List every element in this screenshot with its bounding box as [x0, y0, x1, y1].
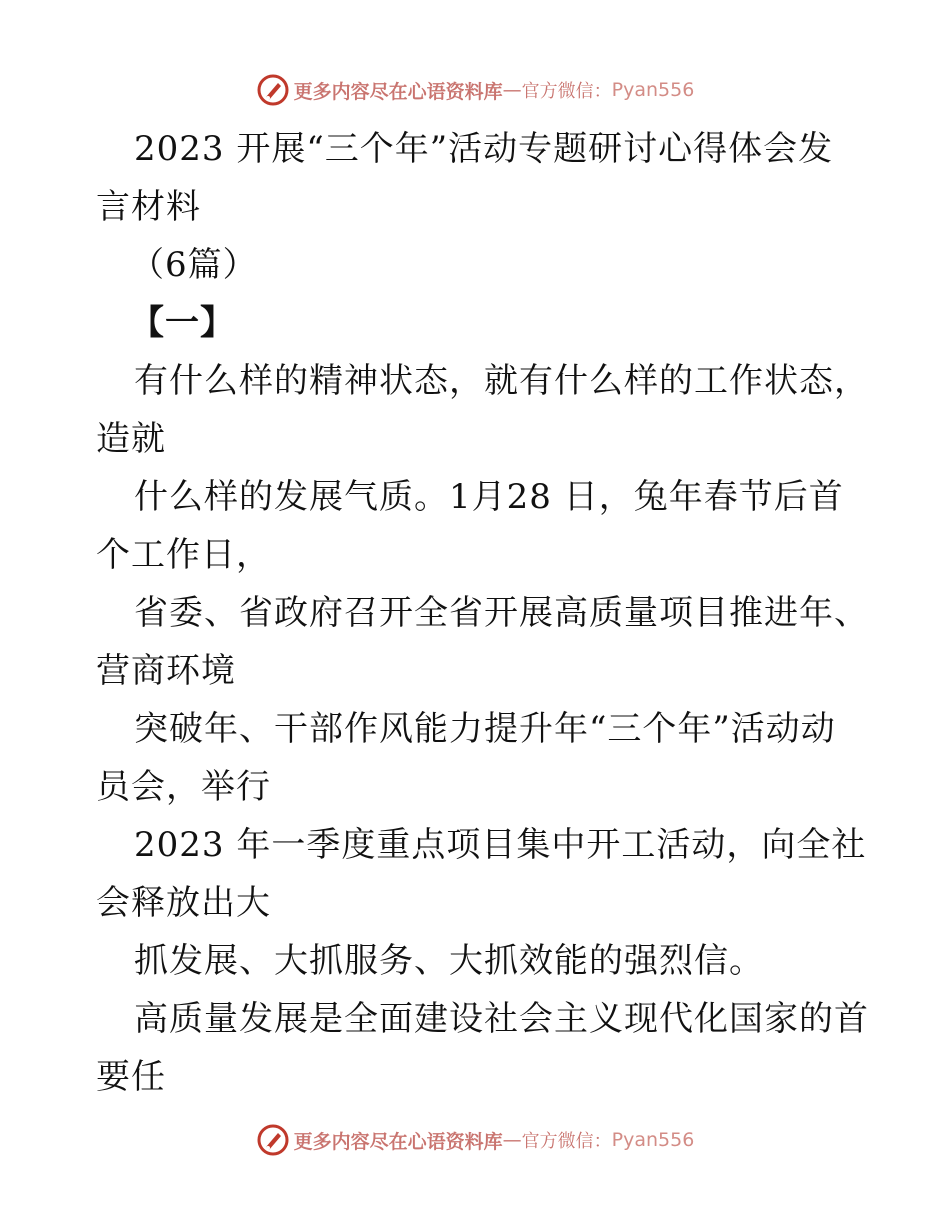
watermark-dash: — — [502, 79, 522, 101]
body-line: 个工作日， — [96, 535, 271, 575]
body-line: 高质量发展是全面建设社会主义现代化国家的首 — [134, 999, 869, 1039]
document-title-line-2: 言材料 — [96, 187, 201, 227]
document-count: （6篇） — [130, 245, 258, 285]
watermark-wechat-label: 官方微信： — [521, 81, 612, 102]
pen-nib-logo-icon — [256, 1123, 290, 1157]
header-watermark — [0, 70, 950, 110]
watermark-dash: — — [502, 1129, 522, 1151]
watermark-wechat-label: 官方微信： — [521, 1131, 612, 1152]
watermark-site-name: 更多内容尽在心语资料库 — [293, 80, 503, 103]
watermark-site-name: 更多内容尽在心语资料库 — [293, 1130, 503, 1153]
body-line: 员会，举行 — [96, 767, 271, 807]
body-line: 突破年、干部作风能力提升年“三个年”活动动 — [134, 709, 836, 749]
section-marker: 【一】 — [130, 303, 235, 343]
body-line: 什么样的发展气质。1月28 日，兔年春节后首 — [134, 477, 844, 517]
body-line: 造就 — [96, 419, 166, 459]
body-line: 2023 年一季度重点项目集中开工活动，向全社 — [134, 825, 867, 865]
footer-watermark — [0, 1120, 950, 1160]
body-line: 抓发展、大抓服务、大抓效能的强烈信。 — [134, 941, 764, 981]
document-title-line-1: 2023 开展“三个年”活动专题研讨心得体会发 — [134, 129, 834, 169]
pen-nib-logo-icon — [256, 73, 290, 107]
body-line: 省委、省政府召开全省开展高质量项目推进年、 — [134, 593, 869, 633]
document-body — [96, 120, 869, 1106]
watermark-wechat-id: Pyan556 — [611, 1129, 695, 1151]
body-line: 有什么样的精神状态，就有什么样的工作状态， — [134, 361, 869, 401]
watermark-wechat-id: Pyan556 — [611, 79, 695, 101]
body-line: 会释放出大 — [96, 883, 271, 923]
body-line: 要任 — [96, 1057, 166, 1097]
body-line: 营商环境 — [96, 651, 236, 691]
